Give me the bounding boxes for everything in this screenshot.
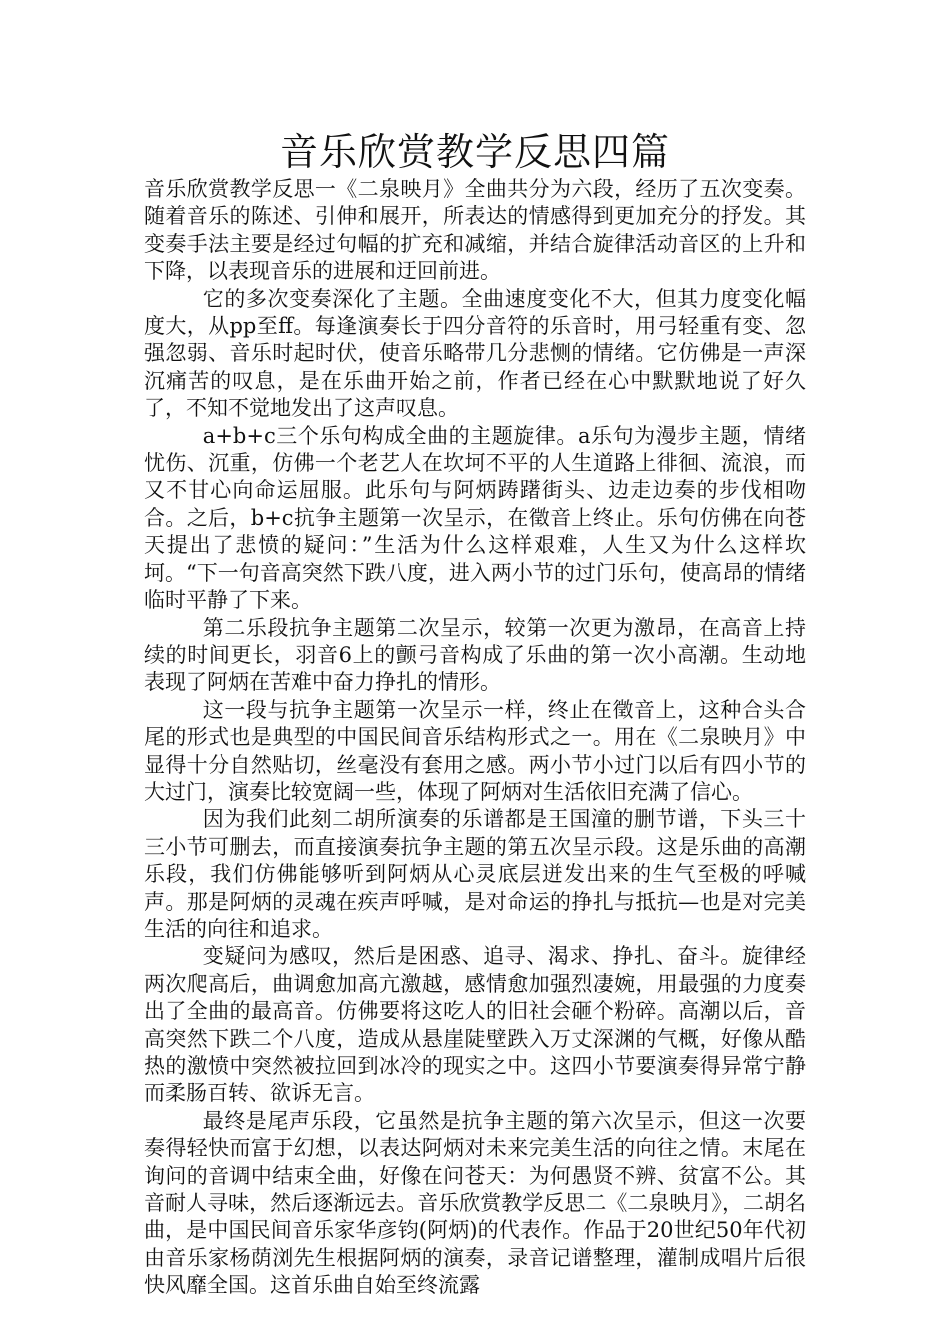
paragraph-2: 它的多次变奏深化了主题。全曲速度变化不大，但其力度变化幅度大，从pp至ff。每逢演奏长于四分音符的乐音时，用弓轻重有变、忽强忽弱、音乐时起时伏，使音乐略带几分悲恻的情绪。它仿佛是一声深沉痛苦的叹息，是在乐曲开始之前，作者已经在心中默默地说了好久了，不知不觉地发出了这声叹息。 [144, 286, 806, 421]
paragraph-5: 这一段与抗争主题第一次呈示一样，终止在徵音上，这种合头合尾的形式也是典型的中国民间音乐结构形式之一。用在《二泉映月》中显得十分自然贴切，丝毫没有套用之感。两小节小过门以后有四小节的大过门，演奏比较宽阔一些，体现了阿炳对生活依旧充满了信心。 [144, 697, 806, 804]
paragraph-8: 最终是尾声乐段，它虽然是抗争主题的第六次呈示，但这一次要奏得轻快而富于幻想，以表达阿炳对未来完美生活的向往之情。末尾在询问的音调中结束全曲，好像在问苍天：为何愚贤不辨、贫富不公。其音耐人寻味，然后逐渐远去。音乐欣赏教学反思二《二泉映月》，二胡名曲，是中国民间音乐家华彦钧(阿炳)的代表作。作品于20世纪50年代初由音乐家杨荫浏先生根据阿炳的演奏，录音记谱整理，灌制成唱片后很快风靡全国。这首乐曲自始至终流露 [144, 1108, 806, 1298]
document-title: 音乐欣赏教学反思四篇 [279, 130, 670, 174]
paragraph-4: 第二乐段抗争主题第二次呈示，较第一次更为激昂，在高音上持续的时间更长，羽音6上的颤弓音构成了乐曲的第一次小高潮。生动地表现了阿炳在苦难中奋力挣扎的情形。 [144, 615, 806, 695]
paragraph-1: 音乐欣赏教学反思一《二泉映月》全曲共分为六段，经历了五次变奏。随着音乐的陈述、引伸和展开，所表达的情感得到更加充分的抒发。其变奏手法主要是经过句幅的扩充和减缩，并结合旋律活动音区的上升和下降，以表现音乐的进展和迂回前进。 [144, 177, 806, 284]
document-body [144, 176, 806, 1300]
paragraph-3: a+b+c三个乐句构成全曲的主题旋律。a乐句为漫步主题，情绪忧伤、沉重，仿佛一个老艺人在坎坷不平的人生道路上徘徊、流浪，而又不甘心向命运屈服。此乐句与阿炳踌躇街头、边走边奏的步伐相吻合。之后，b+c抗争主题第一次呈示，在徵音上终止。乐句仿佛在向苍天提出了悲愤的疑问：”生活为什么这样艰难，人生又为什么这样坎坷。“下一句音高突然下跌八度，进入两小节的过门乐句，使高昂的情绪临时平静了下来。 [144, 423, 806, 613]
paragraph-6: 因为我们此刻二胡所演奏的乐谱都是王国潼的删节谱，下头三十三小节可删去，而直接演奏抗争主题的第五次呈示段。这是乐曲的高潮乐段，我们仿佛能够听到阿炳从心灵底层迸发出来的生气至极的呼喊声。那是阿炳的灵魂在疾声呼喊，是对命运的挣扎与抵抗—也是对完美生活的向往和追求。 [144, 807, 806, 941]
paragraph-7: 变疑问为感叹，然后是困惑、追寻、渴求、挣扎、奋斗。旋律经两次爬高后，曲调愈加高亢激越，感情愈加强烈凄婉，用最强的力度奏出了全曲的最高音。仿佛要将这吃人的旧社会砸个粉碎。高潮以后，音高突然下跌二个八度，造成从悬崖陡壁跌入万丈深渊的气概，好像从酷热的激愤中突然被拉回到冰冷的现实之中。这四小节要演奏得异常宁静而柔肠百转、欲诉无言。 [144, 944, 806, 1106]
